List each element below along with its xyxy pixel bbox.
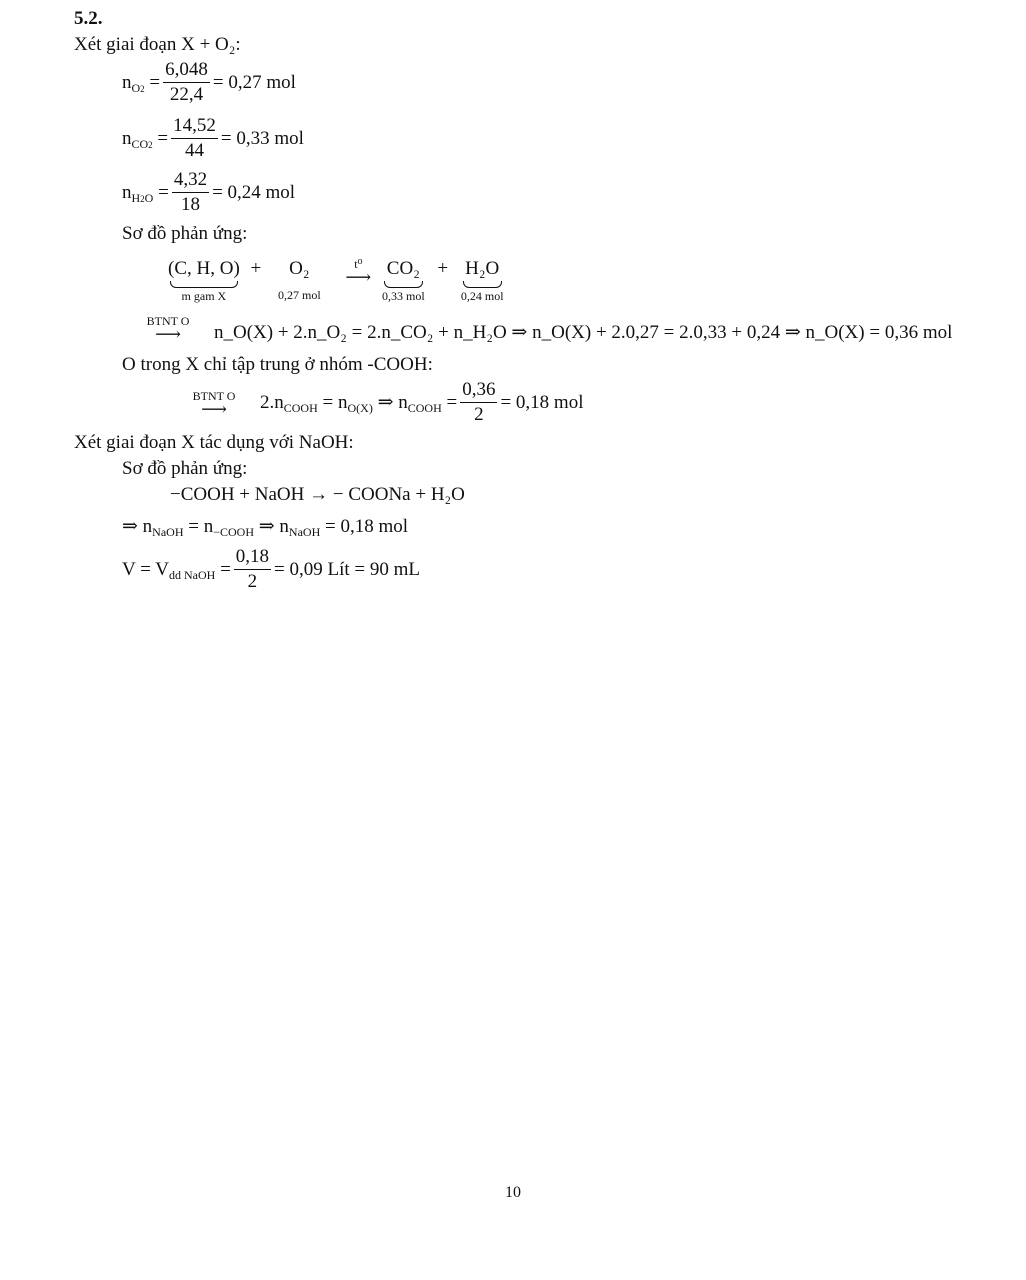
scheme-label-1: Sơ đồ phản ứng: — [122, 223, 248, 244]
section-heading: 5.2. — [74, 8, 103, 29]
eq-n-naoh: ⇒ $n_{NaOH} = n_{-COOH}$ ⇒ $n_{NaOH} = 0,18$ mol — [122, 516, 409, 539]
reaction-arrow: t⁰ ⟶ — [345, 257, 372, 287]
btnt-arrow: BTNT O ⟶ — [192, 388, 236, 419]
btnt-o-equation — [122, 315, 952, 344]
underbrace — [170, 281, 238, 288]
reaction-scheme — [168, 258, 504, 303]
eq-result: = 0,18 mol — [500, 391, 584, 413]
fraction — [163, 58, 210, 107]
btnt-arrow: BTNT O ⟶ — [146, 314, 190, 344]
denominator: 2 — [247, 571, 258, 592]
eq-lhs: $V = V_{dd NaOH}$ = — [122, 558, 231, 582]
denominator: 22,4 — [169, 84, 204, 105]
fraction — [460, 378, 497, 427]
numerator: 14,52 — [171, 114, 218, 139]
eq-result: = 0,24 mol — [212, 181, 296, 203]
denominator: 44 — [185, 140, 205, 161]
underbrace — [463, 281, 502, 288]
eq-result: = 0,27 mol — [212, 71, 296, 93]
btnt-o-text: n_O(X) + 2.n_O₂ = 2.n_CO₂ + n_H₂O ⇒ n_O(X) + 2.0,27 = 2.0,33 + 0,24 ⇒ n_O(X) = 0,36 mol — [214, 322, 953, 343]
eq-n-h2o — [122, 168, 295, 217]
product-h2o: H₂O 0,24 mol — [460, 258, 504, 303]
fraction — [171, 114, 218, 163]
reactant-o2: O₂ 0,27 mol — [278, 258, 321, 302]
part2-intro: Xét giai đoạn X tác dụng với NaOH: — [74, 432, 354, 453]
eq-lhs: $n_{CO2}$ = — [122, 127, 169, 151]
plus-sign: + — [437, 258, 449, 279]
eq-n-o2 — [122, 58, 296, 107]
reactant-x: (C, H, O) m gam X — [168, 258, 240, 303]
eq-n-co2 — [122, 114, 304, 163]
naoh-reaction: −COOH + NaOH → − COONa + H₂O — [170, 484, 465, 505]
eq-n-cooh — [168, 378, 584, 427]
fraction — [172, 168, 209, 217]
underbrace — [384, 281, 423, 288]
part1-intro: Xét giai đoạn X + O₂: — [74, 34, 241, 55]
plus-sign: + — [250, 258, 262, 279]
eq-lhs: $n_{H2O}$ = — [122, 181, 169, 205]
eq-result: = 0,33 mol — [220, 127, 304, 149]
product-co2: CO₂ 0,33 mol — [381, 258, 425, 303]
eq-result: = 0,18 mol — [325, 516, 409, 537]
eq-lhs: $n_{O2}$ = — [122, 71, 161, 95]
eq-result: = 0,09 Lít = 90 mL — [274, 558, 421, 580]
page-number: 10 — [505, 1184, 521, 1201]
eq-volume — [122, 545, 420, 594]
denominator: 18 — [180, 194, 200, 215]
eq-lhs: $2.n_{COOH} = n_{O(X)}$ ⇒ $n_{COOH}$ = — [260, 392, 458, 415]
denominator: 2 — [474, 404, 484, 425]
fraction — [234, 545, 271, 594]
oxygen-note: O trong X chỉ tập trung ở nhóm -COOH: — [122, 354, 433, 375]
numerator: 0,36 — [460, 378, 497, 403]
numerator: 6,048 — [163, 58, 210, 83]
numerator: 0,18 — [234, 545, 271, 570]
scheme-label-2: Sơ đồ phản ứng: — [122, 458, 248, 479]
numerator: 4,32 — [172, 168, 209, 193]
